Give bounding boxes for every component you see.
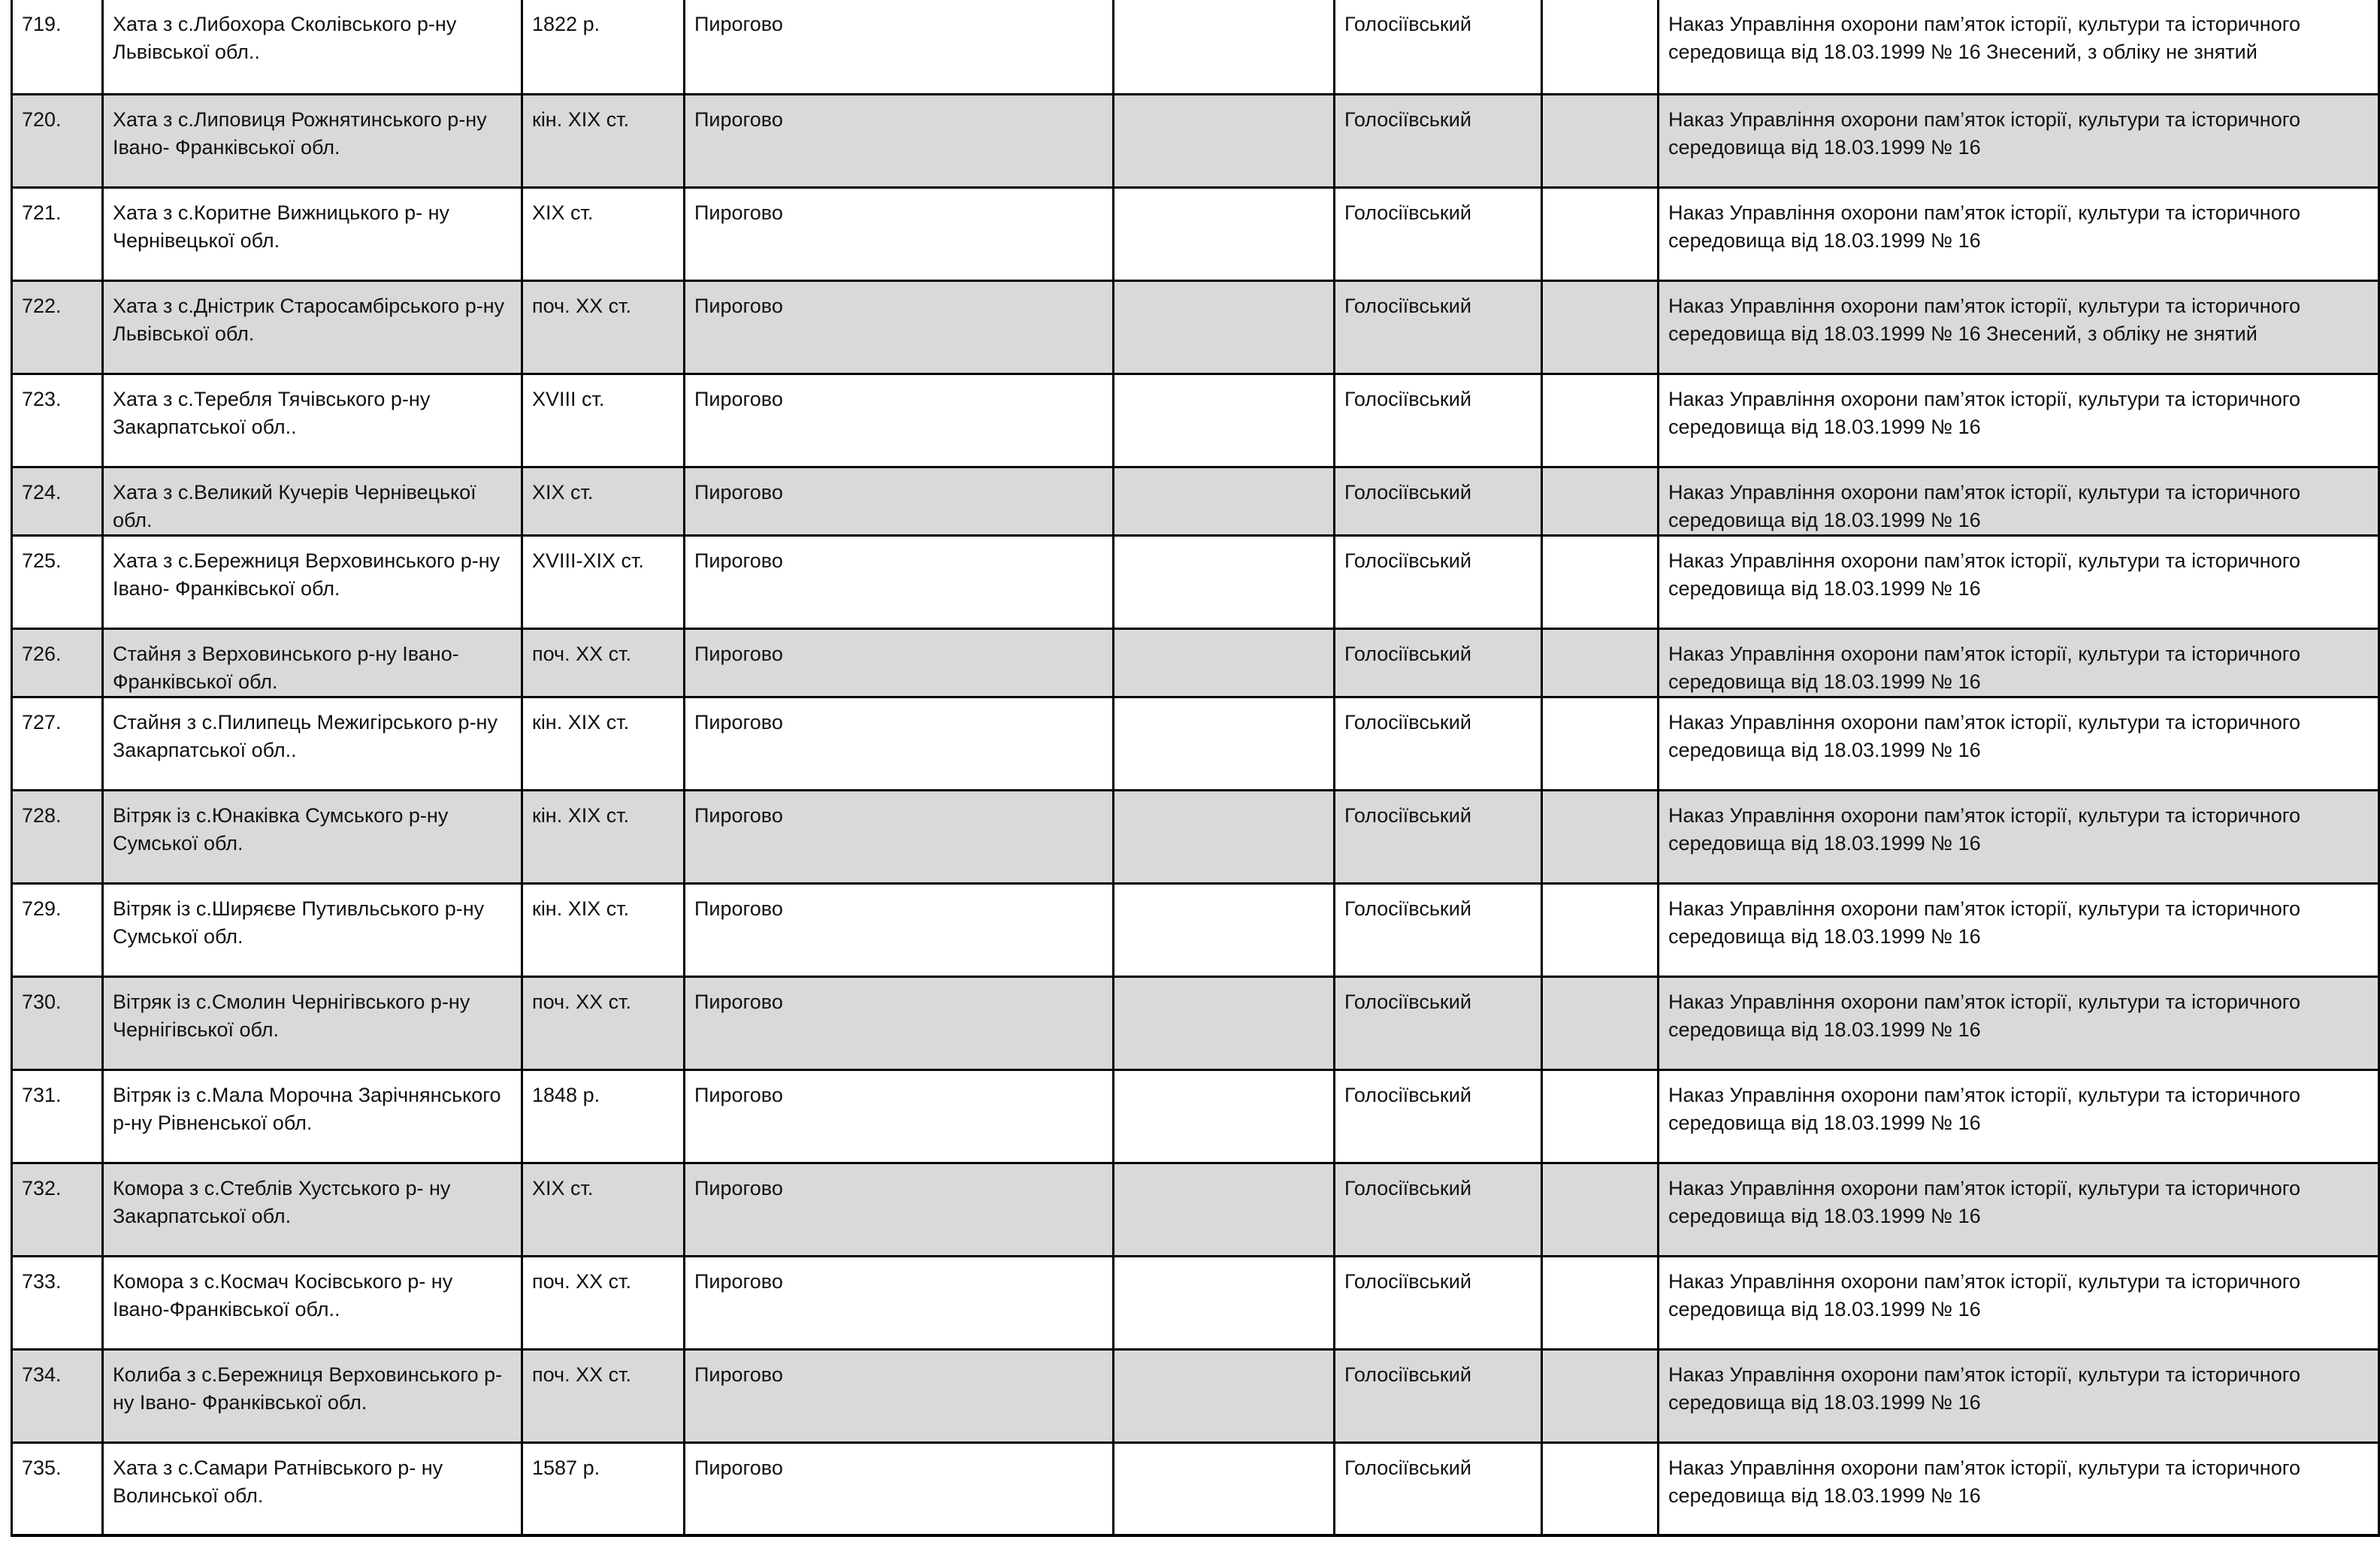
district-cell: Голосіївський <box>1335 628 1542 697</box>
dating-cell: поч. XX ст. <box>522 1349 685 1442</box>
protection-document-cell: Наказ Управління охорони пам’яток історії, культури та історичного середовища від 18.03.1999 № 16 <box>1659 883 2379 976</box>
dating-cell: кін. XIX ст. <box>522 697 685 790</box>
location-cell: Пирогово <box>685 1256 1114 1349</box>
district-cell: Голосіївський <box>1335 374 1542 467</box>
district-cell: Голосіївський <box>1335 790 1542 883</box>
district-cell: Голосіївський <box>1335 1349 1542 1442</box>
monument-register-page <box>11 0 2378 1537</box>
object-name-cell: Вітряк із с.Смолин Чернігівського р-ну Чернігівської обл. <box>103 976 522 1069</box>
entry-number-cell: 728. <box>12 790 103 883</box>
object-name-cell: Хата з с.Коритне Вижницького р- ну Чернівецької обл. <box>103 187 522 280</box>
empty-cell-cell <box>1114 1163 1335 1256</box>
dating-cell: кін. XIX ст. <box>522 790 685 883</box>
protection-document-cell: Наказ Управління охорони пам’яток історії, культури та історичного середовища від 18.03.1999 № 16 <box>1659 1069 2379 1163</box>
object-name-cell: Хата з с.Самари Ратнівського р- ну Волинської обл. <box>103 1442 522 1535</box>
empty-cell-cell <box>1114 0 1335 94</box>
location-cell: Пирогово <box>685 1163 1114 1256</box>
dating-cell: XVIII ст. <box>522 374 685 467</box>
empty-cell-cell <box>1114 1349 1335 1442</box>
location-cell: Пирогово <box>685 1069 1114 1163</box>
location-cell: Пирогово <box>685 0 1114 94</box>
protection-document-cell: Наказ Управління охорони пам’яток історії, культури та історичного середовища від 18.03.1999 № 16 <box>1659 187 2379 280</box>
entry-number-cell: 731. <box>12 1069 103 1163</box>
object-name-cell: Хата з с.Дністрик Старосамбірського р-ну Львівської обл. <box>103 280 522 374</box>
dating-cell: кін. XIX ст. <box>522 94 685 187</box>
empty-cell-cell <box>1542 1256 1659 1349</box>
table-row <box>12 697 2379 790</box>
dating-cell: кін. XIX ст. <box>522 883 685 976</box>
table-row <box>12 1069 2379 1163</box>
entry-number-cell: 720. <box>12 94 103 187</box>
empty-cell-cell <box>1542 1442 1659 1535</box>
district-cell: Голосіївський <box>1335 535 1542 628</box>
empty-cell-cell <box>1114 883 1335 976</box>
object-name-cell: Комора з с.Космач Косівського р- ну Івано-Франківської обл.. <box>103 1256 522 1349</box>
empty-cell-cell <box>1114 976 1335 1069</box>
object-name-cell: Хата з с.Великий Кучерів Чернівецької обл. <box>103 467 522 535</box>
dating-cell: XIX ст. <box>522 1163 685 1256</box>
location-cell: Пирогово <box>685 883 1114 976</box>
dating-cell: 1822 р. <box>522 0 685 94</box>
district-cell: Голосіївський <box>1335 976 1542 1069</box>
protection-document-cell: Наказ Управління охорони пам’яток історії, культури та історичного середовища від 18.03.1999 № 16 Знесений, з обліку не знятий <box>1659 0 2379 94</box>
protection-document-cell: Наказ Управління охорони пам’яток історії, культури та історичного середовища від 18.03.1999 № 16 <box>1659 697 2379 790</box>
district-cell: Голосіївський <box>1335 467 1542 535</box>
entry-number-cell: 725. <box>12 535 103 628</box>
protection-document-cell: Наказ Управління охорони пам’яток історії, культури та історичного середовища від 18.03.1999 № 16 Знесений, з обліку не знятий <box>1659 280 2379 374</box>
dating-cell: XIX ст. <box>522 467 685 535</box>
location-cell: Пирогово <box>685 1442 1114 1535</box>
district-cell: Голосіївський <box>1335 1163 1542 1256</box>
entry-number-cell: 726. <box>12 628 103 697</box>
object-name-cell: Хата з с.Теребля Тячівського р-ну Закарпатської обл.. <box>103 374 522 467</box>
empty-cell-cell <box>1114 535 1335 628</box>
district-cell: Голосіївський <box>1335 280 1542 374</box>
entry-number-cell: 733. <box>12 1256 103 1349</box>
object-name-cell: Колиба з с.Бережниця Верховинського р-ну Івано- Франківської обл. <box>103 1349 522 1442</box>
table-row <box>12 628 2379 697</box>
location-cell: Пирогово <box>685 280 1114 374</box>
protection-document-cell: Наказ Управління охорони пам’яток історії, культури та історичного середовища від 18.03.1999 № 16 <box>1659 1349 2379 1442</box>
protection-document-cell: Наказ Управління охорони пам’яток історії, культури та історичного середовища від 18.03.1999 № 16 <box>1659 976 2379 1069</box>
table-row <box>12 0 2379 94</box>
location-cell: Пирогово <box>685 790 1114 883</box>
location-cell: Пирогово <box>685 94 1114 187</box>
dating-cell: поч. XX ст. <box>522 628 685 697</box>
entry-number-cell: 719. <box>12 0 103 94</box>
register-body <box>12 0 2379 1535</box>
table-row <box>12 94 2379 187</box>
empty-cell-cell <box>1542 628 1659 697</box>
entry-number-cell: 727. <box>12 697 103 790</box>
dating-cell: поч. XX ст. <box>522 1256 685 1349</box>
dating-cell: XIX ст. <box>522 187 685 280</box>
object-name-cell: Вітряк із с.Мала Морочна Зарічнянського р-ну Рівненської обл. <box>103 1069 522 1163</box>
empty-cell-cell <box>1542 1163 1659 1256</box>
table-row <box>12 1442 2379 1535</box>
empty-cell-cell <box>1114 628 1335 697</box>
district-cell: Голосіївський <box>1335 1256 1542 1349</box>
table-row <box>12 280 2379 374</box>
empty-cell-cell <box>1114 374 1335 467</box>
empty-cell-cell <box>1114 467 1335 535</box>
table-row <box>12 1256 2379 1349</box>
empty-cell-cell <box>1114 187 1335 280</box>
dating-cell: 1587 р. <box>522 1442 685 1535</box>
location-cell: Пирогово <box>685 467 1114 535</box>
location-cell: Пирогово <box>685 1349 1114 1442</box>
district-cell: Голосіївський <box>1335 187 1542 280</box>
object-name-cell: Хата з с.Бережниця Верховинського р-ну Івано- Франківської обл. <box>103 535 522 628</box>
empty-cell-cell <box>1114 1069 1335 1163</box>
dating-cell: XVIII-XIX ст. <box>522 535 685 628</box>
protection-document-cell: Наказ Управління охорони пам’яток історії, культури та історичного середовища від 18.03.1999 № 16 <box>1659 790 2379 883</box>
table-row <box>12 1163 2379 1256</box>
district-cell: Голосіївський <box>1335 1069 1542 1163</box>
object-name-cell: Хата з с.Либохора Сколівського р-ну Львівської обл.. <box>103 0 522 94</box>
empty-cell-cell <box>1114 790 1335 883</box>
location-cell: Пирогово <box>685 976 1114 1069</box>
district-cell: Голосіївський <box>1335 0 1542 94</box>
empty-cell-cell <box>1542 535 1659 628</box>
district-cell: Голосіївський <box>1335 697 1542 790</box>
protection-document-cell: Наказ Управління охорони пам’яток історії, культури та історичного середовища від 18.03.1999 № 16 <box>1659 535 2379 628</box>
entry-number-cell: 722. <box>12 280 103 374</box>
empty-cell-cell <box>1542 0 1659 94</box>
table-row <box>12 467 2379 535</box>
dating-cell: поч. XX ст. <box>522 976 685 1069</box>
empty-cell-cell <box>1542 976 1659 1069</box>
protection-document-cell: Наказ Управління охорони пам’яток історії, культури та історичного середовища від 18.03.1999 № 16 <box>1659 1163 2379 1256</box>
dating-cell: поч. XX ст. <box>522 280 685 374</box>
location-cell: Пирогово <box>685 697 1114 790</box>
empty-cell-cell <box>1542 883 1659 976</box>
entry-number-cell: 735. <box>12 1442 103 1535</box>
location-cell: Пирогово <box>685 374 1114 467</box>
protection-document-cell: Наказ Управління охорони пам’яток історії, культури та історичного середовища від 18.03.1999 № 16 <box>1659 467 2379 535</box>
protection-document-cell: Наказ Управління охорони пам’яток історії, культури та історичного середовища від 18.03.1999 № 16 <box>1659 1256 2379 1349</box>
empty-cell-cell <box>1542 1069 1659 1163</box>
entry-number-cell: 721. <box>12 187 103 280</box>
empty-cell-cell <box>1542 280 1659 374</box>
object-name-cell: Стайня з с.Пилипець Межигірського р-ну Закарпатської обл.. <box>103 697 522 790</box>
protection-document-cell: Наказ Управління охорони пам’яток історії, культури та історичного середовища від 18.03.1999 № 16 <box>1659 628 2379 697</box>
empty-cell-cell <box>1114 697 1335 790</box>
location-cell: Пирогово <box>685 187 1114 280</box>
entry-number-cell: 729. <box>12 883 103 976</box>
table-row <box>12 790 2379 883</box>
object-name-cell: Вітряк із с.Ширяєве Путивльського р-ну Сумської обл. <box>103 883 522 976</box>
object-name-cell: Хата з с.Липовиця Рожнятинського р-ну Івано- Франківської обл. <box>103 94 522 187</box>
protection-document-cell: Наказ Управління охорони пам’яток історії, культури та історичного середовища від 18.03.1999 № 16 <box>1659 94 2379 187</box>
location-cell: Пирогово <box>685 628 1114 697</box>
empty-cell-cell <box>1542 1349 1659 1442</box>
entry-number-cell: 734. <box>12 1349 103 1442</box>
entry-number-cell: 723. <box>12 374 103 467</box>
empty-cell-cell <box>1542 790 1659 883</box>
table-row <box>12 535 2379 628</box>
location-cell: Пирогово <box>685 535 1114 628</box>
object-name-cell: Комора з с.Стеблів Хустського р- ну Закарпатської обл. <box>103 1163 522 1256</box>
table-row <box>12 1349 2379 1442</box>
empty-cell-cell <box>1114 1256 1335 1349</box>
entry-number-cell: 724. <box>12 467 103 535</box>
empty-cell-cell <box>1542 94 1659 187</box>
object-name-cell: Вітряк із с.Юнаківка Сумського р-ну Сумської обл. <box>103 790 522 883</box>
table-row <box>12 976 2379 1069</box>
table-row <box>12 374 2379 467</box>
table-row <box>12 883 2379 976</box>
entry-number-cell: 732. <box>12 1163 103 1256</box>
empty-cell-cell <box>1542 697 1659 790</box>
protection-document-cell: Наказ Управління охорони пам’яток історії, культури та історичного середовища від 18.03.1999 № 16 <box>1659 374 2379 467</box>
empty-cell-cell <box>1542 467 1659 535</box>
empty-cell-cell <box>1114 94 1335 187</box>
district-cell: Голосіївський <box>1335 94 1542 187</box>
empty-cell-cell <box>1542 187 1659 280</box>
empty-cell-cell <box>1542 374 1659 467</box>
empty-cell-cell <box>1114 280 1335 374</box>
district-cell: Голосіївський <box>1335 883 1542 976</box>
protection-document-cell: Наказ Управління охорони пам’яток історії, культури та історичного середовища від 18.03.1999 № 16 <box>1659 1442 2379 1535</box>
dating-cell: 1848 р. <box>522 1069 685 1163</box>
district-cell: Голосіївський <box>1335 1442 1542 1535</box>
object-name-cell: Стайня з Верховинського р-ну Івано- Франківської обл. <box>103 628 522 697</box>
table-row <box>12 187 2379 280</box>
entry-number-cell: 730. <box>12 976 103 1069</box>
monument-register-table <box>11 0 2380 1537</box>
empty-cell-cell <box>1114 1442 1335 1535</box>
